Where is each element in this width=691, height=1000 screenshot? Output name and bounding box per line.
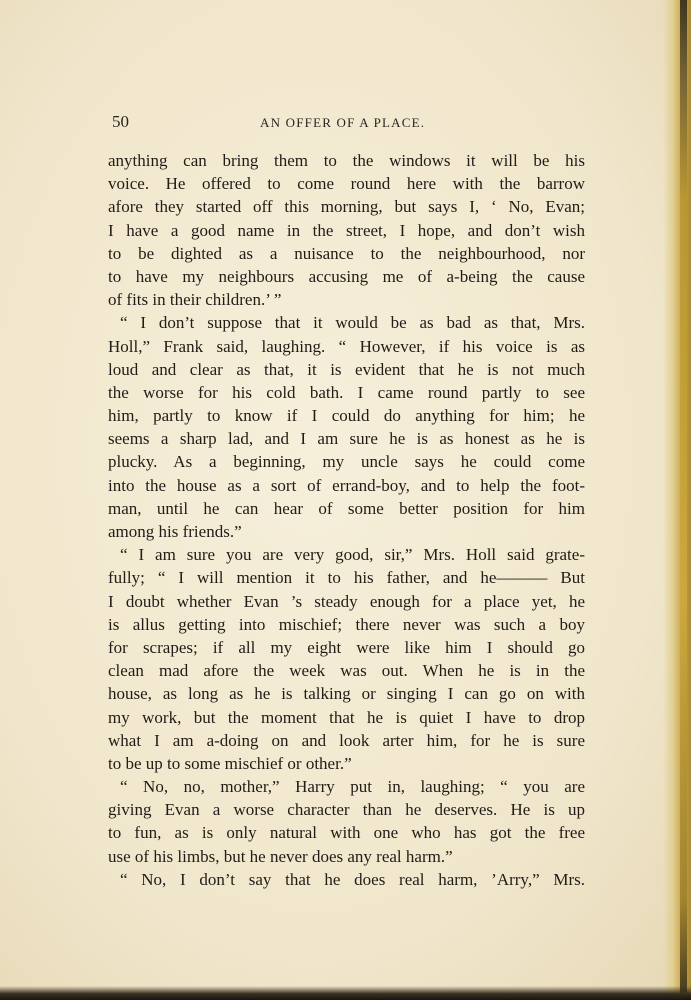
text-line: anything can bring them to the windows it will be his — [108, 151, 585, 170]
text-line: man, until he can hear of some better position for him — [108, 498, 585, 518]
text-line: to be up to some mischief or other.” — [108, 753, 352, 773]
text-line: “ No, no, mother,” Harry put in, laughing; “ you are — [120, 777, 585, 797]
text-line: use of his limbs, but he never does any real harm.” — [108, 846, 453, 866]
text-line: my work, but the moment that he is quiet I have to drop — [108, 707, 585, 727]
text-line: clean mad afore the week was out. When he is in the — [108, 661, 585, 681]
text-line: giving Evan a worse character than he deserves. He is up — [108, 800, 585, 820]
text-line: among his friends.” — [108, 522, 242, 541]
text-line: for scrapes; if all my eight were like him I should go — [108, 637, 585, 657]
text-line: voice. He offered to come round here with the barrow — [108, 174, 585, 194]
text-line: fully; “ I will mention it to his father, and he——— But — [108, 568, 585, 588]
text-line: “ No, I don’t say that he does real harm, ’Arry,” Mrs. — [120, 869, 585, 889]
text-line: to have my neighbours accusing me of a-being the cause — [108, 266, 585, 286]
text-line: him, partly to know if I could do anything for him; he — [108, 406, 585, 426]
text-line: the worse for his cold bath. I came round partly to see — [108, 382, 585, 402]
text-line: plucky. As a beginning, my uncle says he could come — [108, 452, 585, 472]
text-line: seems a sharp lad, and I am sure he is as honest as he is — [108, 429, 585, 449]
text-line: what I am a-doing on and look arter him, for he is sure — [108, 730, 585, 750]
text-line: I doubt whether Evan ’s steady enough for a place yet, he — [108, 591, 585, 611]
text-line: house, as long as he is talking or singing I can go on with — [108, 684, 585, 704]
text-line: Holl,” Frank said, laughing. “ However, if his voice is as — [108, 336, 585, 356]
text-line: “ I am sure you are very good, sir,” Mrs. Holl said grate- — [120, 545, 585, 565]
page-header — [112, 112, 592, 134]
binding-strip — [680, 0, 687, 1000]
text-line: “ I don’t suppose that it would be as bad as that, Mrs. — [120, 313, 585, 333]
text-line: is allus getting into mischief; there never was such a boy — [108, 614, 585, 634]
text-line: to be dighted as a nuisance to the neighbourhood, nor — [108, 243, 585, 263]
text-line: I have a good name in the street, I hope, and don’t wish — [108, 220, 585, 240]
page-number: 50 — [112, 112, 129, 131]
body-text — [108, 149, 585, 891]
text-line: of fits in their children.’ ” — [108, 290, 282, 310]
page-bottom-shadow — [0, 986, 691, 1000]
text-line: to fun, as is only natural with one who has got the free — [108, 823, 585, 843]
text-line: loud and clear as that, it is evident that he is not much — [108, 359, 585, 379]
running-head: AN OFFER OF A PLACE. — [260, 115, 426, 130]
text-line: into the house as a sort of errand-boy, and to help the foot- — [108, 475, 585, 495]
text-line: afore they started off this morning, but says I, ‘ No, Evan; — [108, 197, 585, 217]
